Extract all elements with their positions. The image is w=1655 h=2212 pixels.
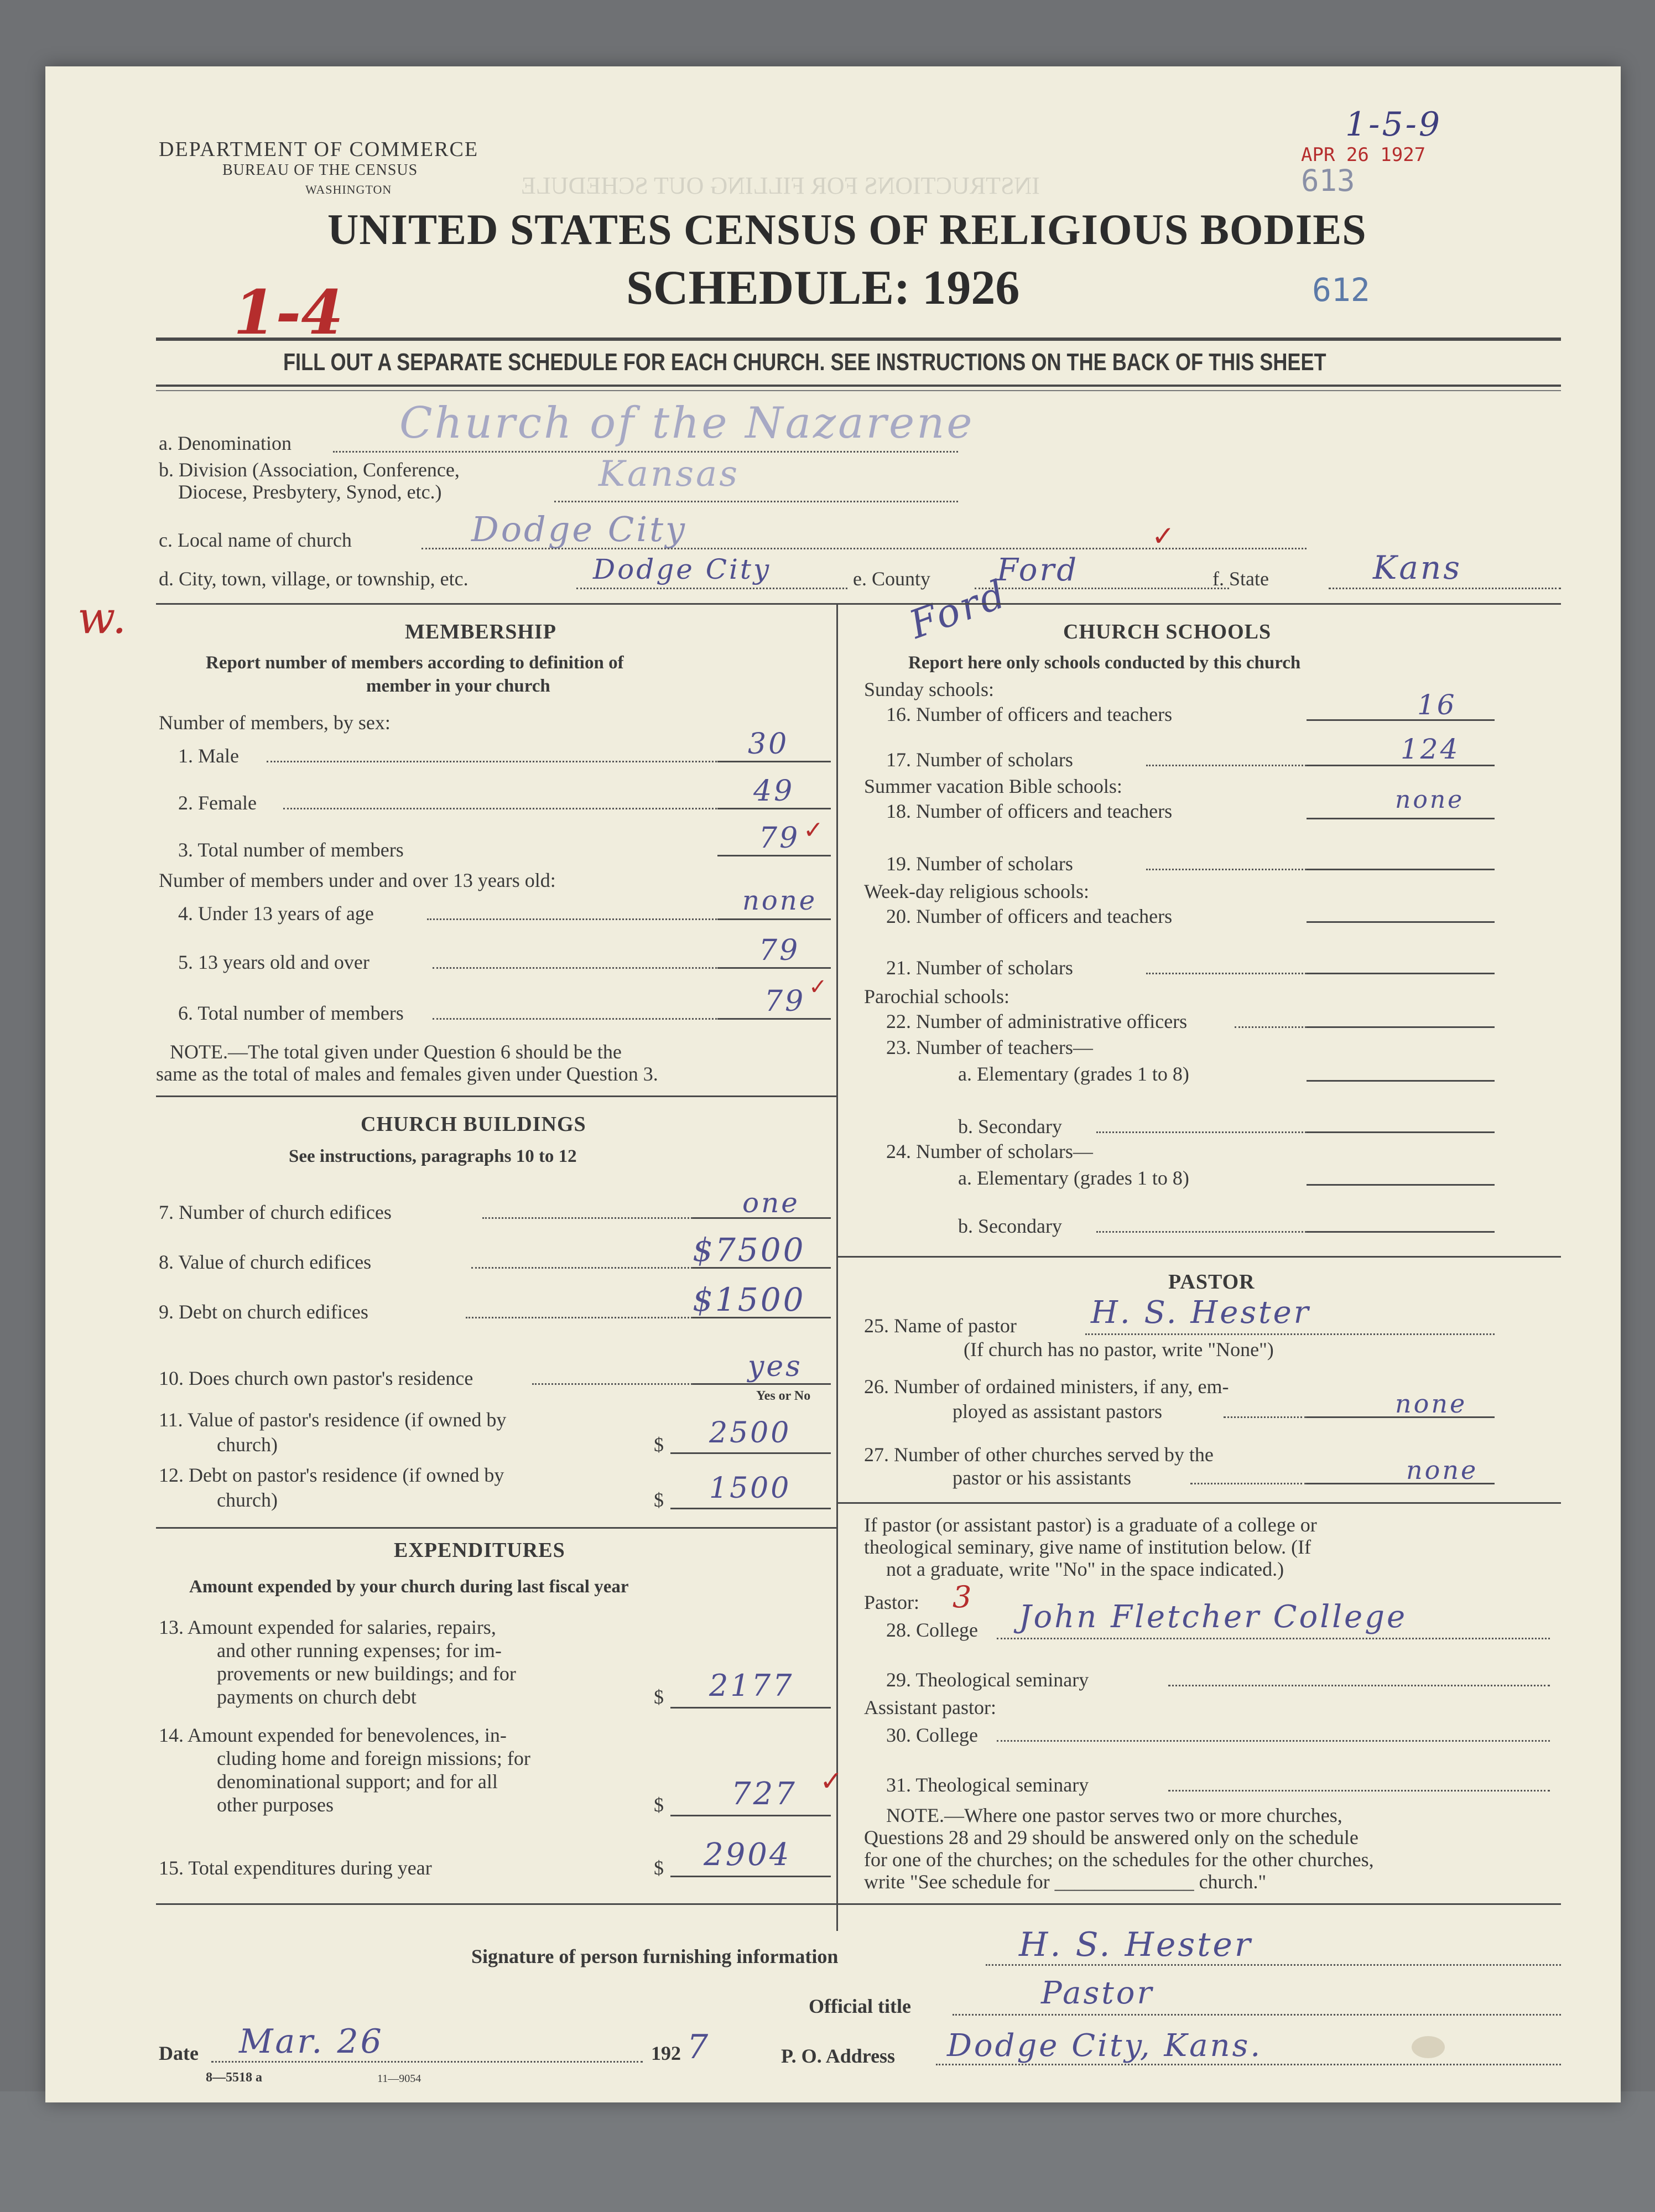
q18-label: 18. Number of officers and teachers: [886, 800, 1173, 822]
q22-label: 22. Number of administrative officers: [886, 1010, 1188, 1032]
q24-label: 24. Number of scholars—: [886, 1140, 1093, 1162]
q5-label: 5. 13 years old and over: [178, 951, 369, 973]
rule: [466, 1317, 693, 1318]
q27-answer[interactable]: none: [1406, 1455, 1479, 1485]
division-value[interactable]: Kansas: [598, 454, 740, 495]
q4-label: 4. Under 13 years of age: [178, 902, 374, 925]
rule: [1190, 1483, 1307, 1484]
handwritten-ford: Ford: [903, 570, 1013, 648]
q3-answer[interactable]: 79: [759, 822, 800, 855]
q1-label: 1. Male: [178, 745, 239, 767]
q31-label: 31. Theological seminary: [886, 1774, 1089, 1796]
signature-label: Signature of person furnishing information: [471, 1945, 839, 1967]
q10-answer[interactable]: yes: [748, 1350, 803, 1383]
official-title-value[interactable]: Pastor: [1041, 1975, 1154, 2011]
rule: [986, 1964, 1561, 1966]
division-label-line1: b. Division (Association, Conference,: [159, 459, 460, 481]
division-label-line2: Diocese, Presbytery, Synod, etc.): [178, 481, 442, 503]
q19-label: 19. Number of scholars: [886, 853, 1073, 875]
q14-line-3: denominational support; and for all: [217, 1770, 498, 1793]
q28-label: 28. College: [886, 1619, 978, 1641]
q12-dollar: $: [654, 1489, 664, 1511]
answer-line: [1307, 765, 1495, 766]
q12-answer[interactable]: 1500: [709, 1472, 792, 1505]
assistant-pastor-subheading: Assistant pastor:: [864, 1696, 996, 1718]
q10-label: 10. Does church own pastor's residence: [159, 1367, 473, 1389]
answer-line: [717, 761, 831, 762]
rule: [1146, 869, 1307, 870]
rule: [427, 918, 720, 920]
q11-label-1: 11. Value of pastor's residence (if owned by: [159, 1409, 507, 1431]
rule: [997, 1740, 1550, 1742]
county-label: e. County: [853, 568, 930, 590]
members-by-sex-label: Number of members, by sex:: [159, 712, 391, 734]
q25-label: 25. Name of pastor: [864, 1315, 1017, 1337]
census-schedule-sheet: [45, 66, 1621, 2102]
summer-schools-label: Summer vacation Bible schools:: [864, 775, 1122, 797]
q11-dollar: $: [654, 1434, 664, 1456]
rule: [836, 1256, 1561, 1258]
rule: [156, 337, 1561, 341]
answer-line: [1307, 818, 1495, 819]
q16-label: 16. Number of officers and teachers: [886, 703, 1173, 725]
q23b-label: b. Secondary: [958, 1115, 1062, 1138]
q29-label: 29. Theological seminary: [886, 1669, 1089, 1691]
q27-label-1: 27. Number of other churches served by the: [864, 1443, 1214, 1466]
q26-answer[interactable]: none: [1395, 1389, 1467, 1419]
received-stamp-date: APR 26 1927: [1301, 144, 1426, 166]
rule: [156, 603, 1561, 605]
q1-answer[interactable]: 30: [748, 728, 789, 761]
date-value[interactable]: Mar. 26: [239, 2022, 384, 2061]
q11-answer[interactable]: 2500: [709, 1416, 792, 1450]
rule: [936, 2064, 1561, 2065]
state-value[interactable]: Kans: [1373, 549, 1463, 586]
state-label: f. State: [1212, 568, 1269, 590]
local-name-value[interactable]: Dodge City: [471, 509, 688, 549]
answer-line: [717, 855, 831, 856]
q13-dollar: $: [654, 1686, 664, 1708]
q13-line-3: provements or new buildings; and for: [217, 1663, 516, 1685]
answer-line: [717, 918, 831, 920]
answer-line: [693, 1383, 831, 1385]
county-value[interactable]: Ford: [997, 552, 1079, 588]
q23-label: 23. Number of teachers—: [886, 1036, 1093, 1058]
q24a-label: a. Elementary (grades 1 to 8): [958, 1167, 1189, 1189]
membership-note-2: same as the total of males and females given under Question 3.: [156, 1063, 658, 1085]
q13-line-2: and other running expenses; for im-: [217, 1639, 502, 1661]
po-address-value[interactable]: Dodge City, Kans.: [947, 2028, 1263, 2064]
column-divider: [836, 603, 838, 1931]
sunday-schools-label: Sunday schools:: [864, 678, 995, 700]
rule: [1085, 1333, 1495, 1335]
background-table: [0, 2091, 1655, 2212]
q13-answer[interactable]: 2177: [709, 1668, 794, 1703]
answer-line: [717, 1018, 831, 1020]
q6-label: 6. Total number of members: [178, 1002, 404, 1024]
buildings-subtitle: See instructions, paragraphs 10 to 12: [289, 1146, 577, 1166]
q15-label: 15. Total expenditures during year: [159, 1857, 432, 1879]
print-number: 11—9054: [377, 2073, 421, 2085]
rule: [156, 1903, 1561, 1905]
answer-line: [670, 1452, 831, 1454]
year-suffix[interactable]: 7: [687, 2028, 711, 2066]
q13-line-1: 13. Amount expended for salaries, repairs,: [159, 1616, 496, 1638]
denomination-value[interactable]: Church of the Nazarene: [399, 398, 975, 448]
answer-line: [1307, 719, 1495, 721]
rule: [156, 1095, 836, 1097]
check-mark: ✓: [803, 817, 824, 844]
yes-or-no-hint: Yes or No: [756, 1389, 811, 1403]
instruction-banner: FILL OUT A SEPARATE SCHEDULE FOR EACH CHURCH. SEE INSTRUCTIONS ON THE BACK OF THIS SHEET: [283, 349, 1326, 376]
q30-label: 30. College: [886, 1724, 978, 1746]
q8-answer[interactable]: $7500: [693, 1231, 806, 1269]
q2-label: 2. Female: [178, 792, 257, 814]
rule: [1329, 588, 1561, 589]
q24b-label: b. Secondary: [958, 1215, 1062, 1237]
rule: [211, 2061, 643, 2063]
answer-line: [1307, 1416, 1495, 1418]
q12-label-2: church): [217, 1489, 278, 1511]
rule: [433, 967, 720, 969]
rule: [1146, 973, 1307, 974]
rule: [532, 1383, 693, 1385]
rule: [1096, 1231, 1307, 1233]
rule: [1146, 765, 1307, 766]
answer-line: [1307, 973, 1495, 974]
schools-heading: CHURCH SCHOOLS: [1063, 620, 1272, 643]
expenditures-heading: EXPENDITURES: [394, 1539, 565, 1562]
answer-line: [1307, 869, 1495, 870]
q14-line-2: cluding home and foreign missions; for: [217, 1747, 530, 1769]
schedule-title: SCHEDULE: 1926: [626, 261, 1020, 315]
rule: [554, 501, 958, 502]
q20-label: 20. Number of officers and teachers: [886, 905, 1173, 927]
answer-line: [693, 1317, 831, 1318]
q17-answer[interactable]: 124: [1401, 733, 1460, 765]
q15-answer[interactable]: 2904: [704, 1837, 792, 1873]
answer-line: [1307, 1131, 1495, 1133]
answer-line: [670, 1508, 831, 1509]
pastor-note-3: for one of the churches; on the schedules for the other churches,: [864, 1848, 1374, 1871]
q26-label-1: 26. Number of ordained ministers, if any, em-: [864, 1375, 1229, 1398]
city-heading: WASHINGTON: [305, 183, 392, 196]
answer-line: [1307, 1231, 1495, 1233]
city-value[interactable]: Dodge City: [593, 553, 772, 585]
expenditures-subtitle: Amount expended by your church during last fiscal year: [189, 1577, 629, 1597]
official-title-label: Official title: [809, 1995, 911, 2017]
department-heading: DEPARTMENT OF COMMERCE: [159, 138, 479, 161]
denomination-label: a. Denomination: [159, 432, 292, 454]
rule: [471, 1267, 693, 1269]
handwritten-mark-1-4: 1-4: [233, 277, 344, 348]
check-mark: ✓: [820, 1766, 843, 1796]
parochial-schools-label: Parochial schools:: [864, 985, 1009, 1008]
stamp-number: 613: [1301, 163, 1355, 198]
membership-subtitle-1: Report number of members according to definition of: [206, 653, 624, 673]
pastor-red-mark: 3: [953, 1580, 974, 1614]
q9-answer[interactable]: $1500: [693, 1281, 806, 1318]
q28-answer[interactable]: John Fletcher College: [1019, 1599, 1408, 1635]
answer-line: [670, 1707, 831, 1709]
handwritten-mark-w: w.: [77, 592, 129, 643]
answer-line: [717, 967, 831, 969]
pastor-note-2: Questions 28 and 29 should be answered only on the schedule: [864, 1826, 1359, 1848]
rule: [267, 761, 720, 762]
rule: [156, 1527, 836, 1529]
rule: [836, 1502, 1561, 1504]
bureau-heading: BUREAU OF THE CENSUS: [222, 162, 418, 179]
pastor-heading: PASTOR: [1168, 1270, 1255, 1294]
q5-answer[interactable]: 79: [759, 934, 800, 967]
rule: [1168, 1790, 1550, 1792]
po-address-label: P. O. Address: [781, 2045, 896, 2067]
schools-subtitle: Report here only schools conducted by this church: [908, 653, 1301, 673]
q7-label: 7. Number of church edifices: [159, 1201, 392, 1223]
q17-label: 17. Number of scholars: [886, 749, 1073, 771]
q25-note: (If church has no pastor, write "None"): [964, 1338, 1274, 1361]
answer-line: [1307, 1483, 1495, 1484]
q18-answer[interactable]: none: [1395, 786, 1465, 814]
q23a-label: a. Elementary (grades 1 to 8): [958, 1063, 1189, 1085]
form-number: 8—5518 a: [206, 2070, 262, 2085]
weekday-schools-label: Week-day religious schools:: [864, 880, 1090, 902]
q3-label: 3. Total number of members: [178, 839, 404, 861]
answer-line: [670, 1815, 831, 1816]
q15-dollar: $: [654, 1857, 664, 1879]
membership-note-1: NOTE.—The total given under Question 6 should be the: [170, 1041, 622, 1063]
rule: [1096, 1131, 1307, 1133]
membership-heading: MEMBERSHIP: [405, 620, 556, 643]
rule: [1235, 1026, 1307, 1028]
form-title: UNITED STATES CENSUS OF RELIGIOUS BODIES: [327, 205, 1367, 253]
q12-label-1: 12. Debt on pastor's residence (if owned by: [159, 1464, 504, 1486]
q16-answer[interactable]: 16: [1417, 689, 1457, 721]
answer-line: [1307, 1184, 1495, 1186]
show-through-text: INSTRUCTIONS FOR FILLING OUT SCHEDULE: [521, 172, 1040, 199]
graduate-instruction-1: If pastor (or assistant pastor) is a graduate of a college or: [864, 1514, 1317, 1536]
rule: [953, 2014, 1561, 2016]
pastor-note-4: write "See schedule for ______________ church.": [864, 1871, 1267, 1893]
rule: [333, 451, 958, 453]
pastor-subheading: Pastor:: [864, 1591, 920, 1613]
q25-answer[interactable]: H. S. Hester: [1091, 1295, 1311, 1331]
rule: [482, 1217, 693, 1219]
rule: [975, 588, 1229, 589]
answer-line: [717, 808, 831, 809]
answer-line: [693, 1217, 831, 1219]
q14-line-4: other purposes: [217, 1794, 334, 1816]
year-prefix: 192: [651, 2042, 681, 2064]
q2-answer[interactable]: 49: [753, 775, 795, 808]
age-header: Number of members under and over 13 years old:: [159, 869, 556, 891]
city-label: d. City, town, village, or township, etc.: [159, 568, 469, 590]
q13-line-4: payments on church debt: [217, 1686, 417, 1708]
rule: [283, 808, 720, 809]
graduate-instruction-2: theological seminary, give name of institution below. (If: [864, 1536, 1311, 1558]
check-mark: ✓: [1152, 521, 1175, 552]
rule: [433, 1018, 720, 1020]
rule: [1168, 1685, 1550, 1686]
rule: [997, 1638, 1550, 1639]
q8-label: 8. Value of church edifices: [159, 1251, 372, 1273]
serial-number: 612: [1312, 271, 1370, 309]
graduate-instruction-3: not a graduate, write "No" in the space indicated.): [886, 1558, 1284, 1580]
q26-label-2: ployed as assistant pastors: [953, 1400, 1162, 1422]
q14-line-1: 14. Amount expended for benevolences, in-: [159, 1724, 507, 1746]
q9-label: 9. Debt on church edifices: [159, 1301, 368, 1323]
q14-answer[interactable]: 727: [731, 1776, 797, 1812]
date-label: Date: [159, 2042, 199, 2064]
q6-answer[interactable]: 79: [764, 985, 806, 1018]
local-name-label: c. Local name of church: [159, 529, 352, 551]
q11-label-2: church): [217, 1434, 278, 1456]
check-mark: ✓: [809, 974, 828, 999]
q4-answer[interactable]: none: [742, 885, 818, 916]
membership-subtitle-2: member in your church: [366, 676, 550, 696]
rule: [1224, 1416, 1307, 1418]
q7-answer[interactable]: one: [742, 1187, 800, 1219]
paper-stain: [1412, 2036, 1445, 2058]
answer-line: [1307, 921, 1495, 923]
q27-label-2: pastor or his assistants: [953, 1467, 1131, 1489]
signature-value[interactable]: H. S. Hester: [1019, 1925, 1253, 1964]
answer-line: [693, 1267, 831, 1269]
answer-line: [1307, 1080, 1495, 1082]
q14-dollar: $: [654, 1794, 664, 1816]
rule: [156, 390, 1561, 391]
handwritten-date-code: 1-5-9: [1345, 105, 1443, 144]
pastor-note-1: NOTE.—Where one pastor serves two or more churches,: [886, 1804, 1342, 1826]
rule: [576, 588, 847, 589]
rule: [156, 385, 1561, 387]
q21-label: 21. Number of scholars: [886, 957, 1073, 979]
answer-line: [670, 1876, 831, 1877]
answer-line: [1307, 1026, 1495, 1028]
buildings-heading: CHURCH BUILDINGS: [361, 1113, 586, 1136]
